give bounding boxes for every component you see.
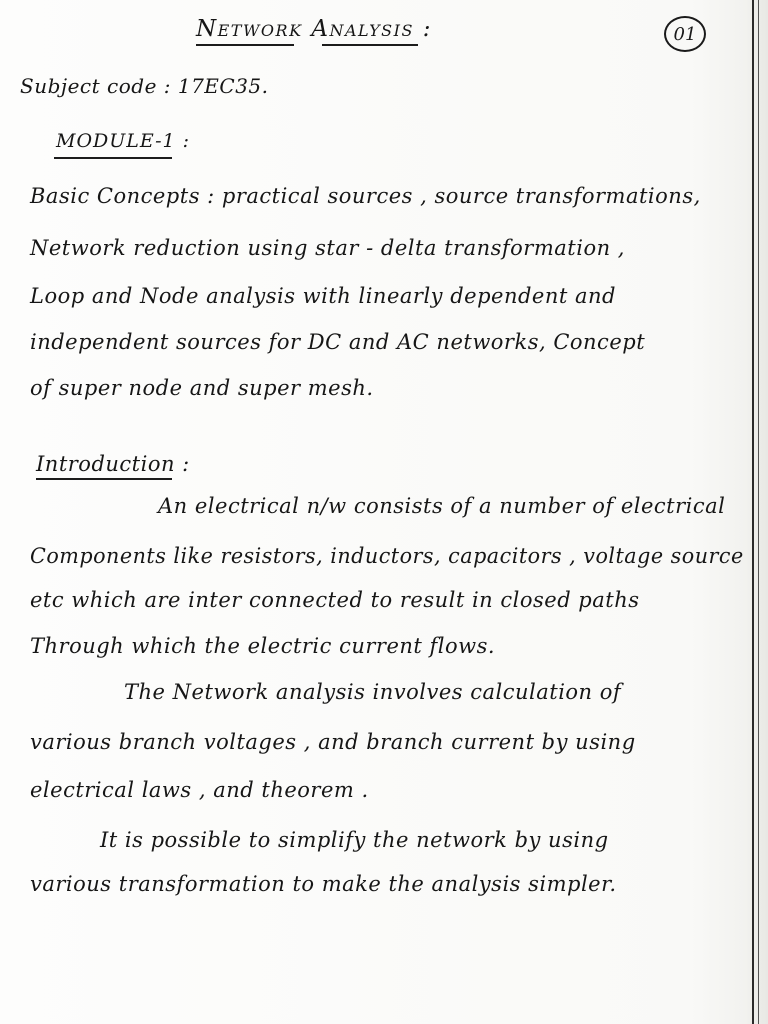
syllabus-line: Basic Concepts : practical sources , source transformations, bbox=[30, 184, 701, 208]
syllabus-line: of super node and super mesh. bbox=[30, 376, 374, 400]
subject-code: Subject code : 17EC35. bbox=[20, 74, 269, 98]
introduction-heading: Introduction : bbox=[36, 452, 190, 476]
paragraph-line: The Network analysis involves calculation of bbox=[124, 680, 622, 704]
introduction-underline bbox=[36, 478, 172, 480]
paragraph-line: various branch voltages , and branch current by using bbox=[30, 730, 636, 754]
page-title: Network Analysis : bbox=[196, 16, 432, 42]
paragraph-line: etc which are inter connected to result in closed paths bbox=[30, 588, 640, 612]
title-underline-2 bbox=[322, 44, 418, 46]
title-underline-1 bbox=[196, 44, 294, 46]
paragraph-line: Components like resistors, inductors, capacitors , voltage source bbox=[30, 544, 744, 568]
module-underline bbox=[54, 157, 172, 159]
paragraph-line: various transformation to make the analysis simpler. bbox=[30, 872, 617, 896]
page-edge-line bbox=[752, 0, 754, 1024]
paragraph-line: electrical laws , and theorem . bbox=[30, 778, 369, 802]
paragraph-line: An electrical n/w consists of a number of electrical bbox=[158, 494, 726, 518]
page-number-badge: 01 bbox=[664, 16, 706, 52]
paragraph-line: It is possible to simplify the network by using bbox=[100, 828, 609, 852]
syllabus-line: Network reduction using star - delta transformation , bbox=[30, 236, 625, 260]
page-edge-line-inner bbox=[758, 0, 759, 1024]
syllabus-line: independent sources for DC and AC networks, Concept bbox=[30, 330, 646, 354]
module-heading: MODULE-1 : bbox=[56, 130, 191, 152]
paragraph-line: Through which the electric current flows. bbox=[30, 634, 496, 658]
syllabus-line: Loop and Node analysis with linearly dependent and bbox=[30, 284, 616, 308]
